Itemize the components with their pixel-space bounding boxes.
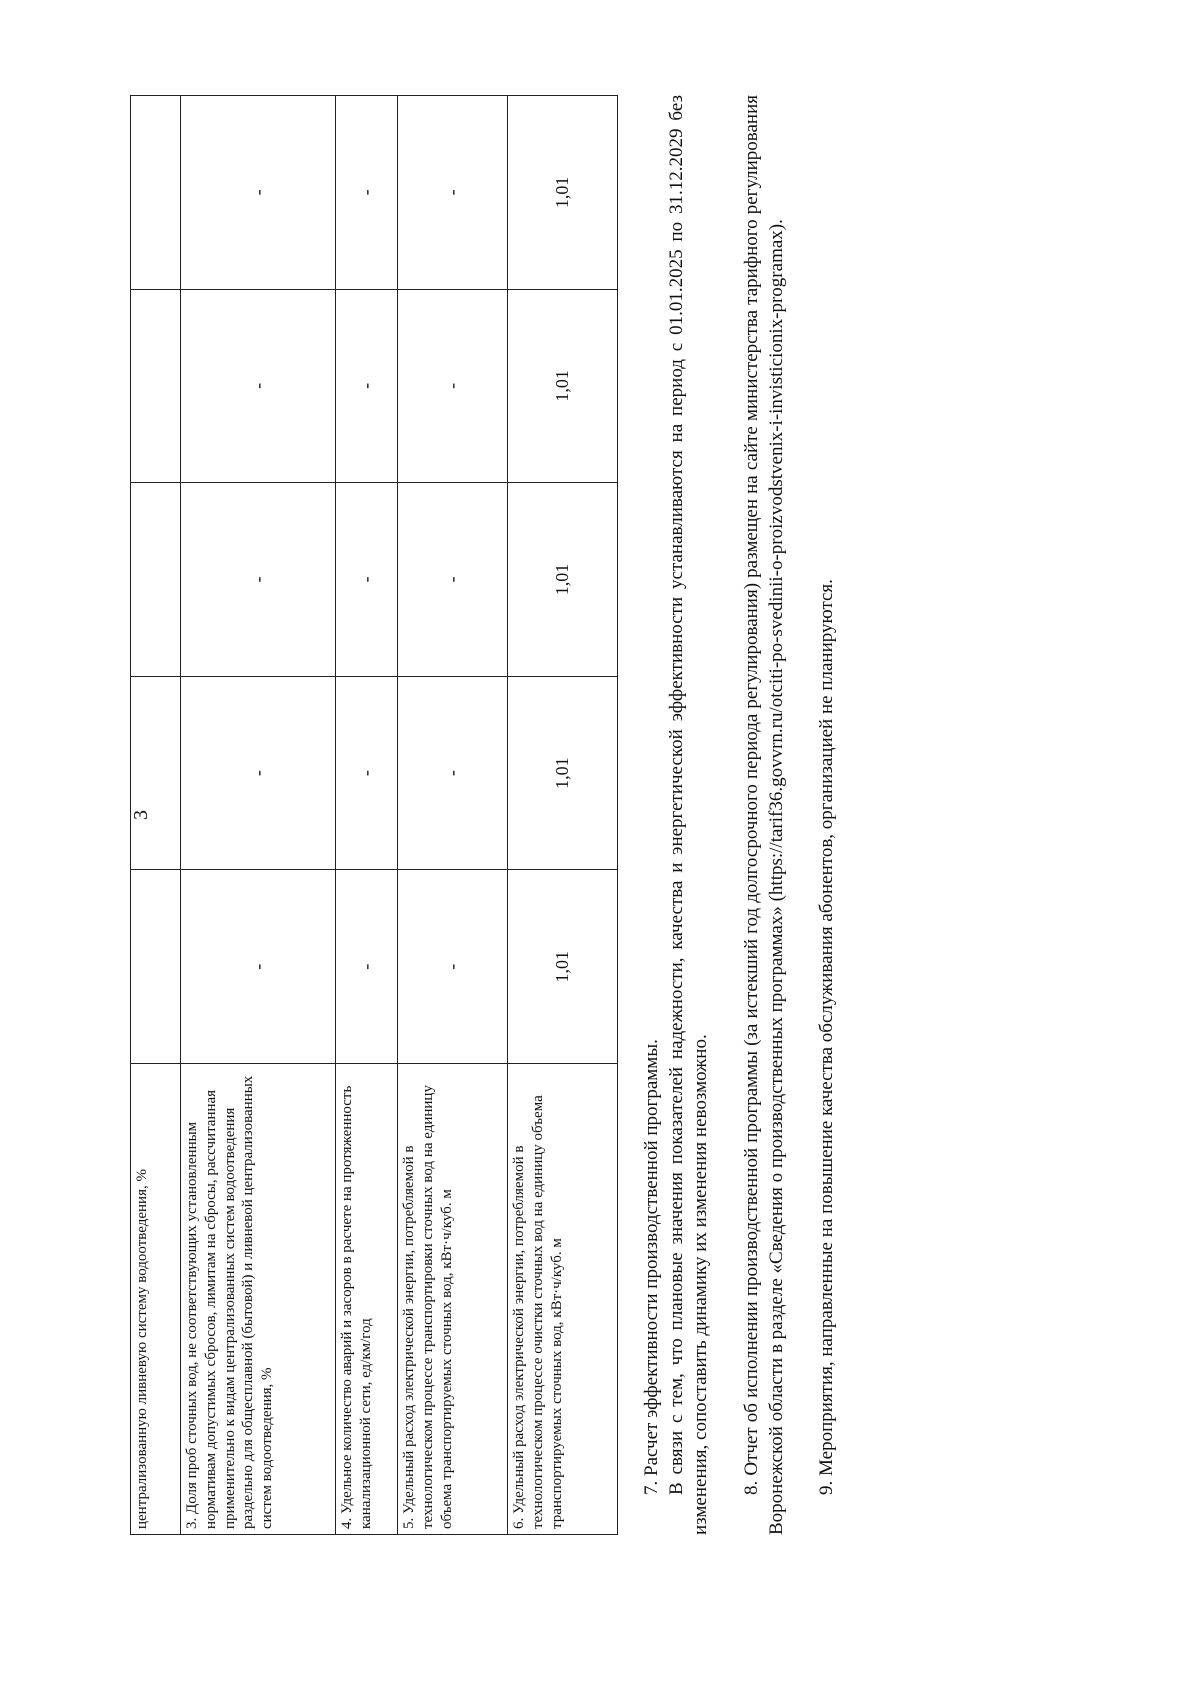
- value-cell: -: [336, 870, 398, 1064]
- value-cell: -: [398, 96, 508, 290]
- value-cell: -: [181, 483, 336, 677]
- document-body: [640, 95, 840, 1535]
- row-label: 4. Удельное количество аварий и засоров в расчете на протяженность канализационной сети, ед/км/год: [336, 1064, 398, 1535]
- value-cell: -: [398, 289, 508, 483]
- value-cell: -: [336, 676, 398, 870]
- row-label: 5. Удельный расход электрической энергии, потребляемой в технологическом процессе транспортировки сточных вод на единицу объема транспортируемых сточных вод, кВт·ч/куб. м: [398, 1064, 508, 1535]
- value-cell: -: [398, 676, 508, 870]
- value-cell: 1,01: [508, 870, 618, 1064]
- table-row: [398, 96, 508, 1535]
- value-cell: [131, 96, 181, 290]
- row-label: 6. Удельный расход электрической энергии, потребляемой в технологическом процессе очистки сточных вод на единицу объема транспортируемых сточных вод, кВт·ч/куб. м: [508, 1064, 618, 1535]
- value-cell: 1,01: [508, 289, 618, 483]
- value-cell: -: [181, 96, 336, 290]
- section-9-body: 9. Мероприятия, направленные на повышение качества обслуживания абонентов, организацией не планируются.: [816, 579, 838, 1495]
- value-cell: -: [181, 676, 336, 870]
- value-cell: [131, 483, 181, 677]
- row-label: 3. Доля проб сточных вод, не соответствующих установленным нормативам допустимых сбросов, лимитам на сбросы, рассчитанная применительно к видам централизованных систем водоотведения раздельно для общесплавной (бытовой) и ливневой централизованных систем водоотведения, %: [181, 1064, 336, 1535]
- section-7-body: В связи с тем, что плановые значения показателей надежности, качества и энергетической эффективности устанавливаются на период с 01.01.2025 по 31.12.2029 без изменения, сопоставить динамику их изменения невозможно.: [665, 95, 712, 1535]
- value-cell: 1,01: [508, 96, 618, 290]
- value-cell: -: [336, 289, 398, 483]
- value-cell: -: [181, 870, 336, 1064]
- value-cell: 1,01: [508, 676, 618, 870]
- value-cell: -: [398, 870, 508, 1064]
- indicators-table: [130, 95, 618, 1535]
- value-cell: -: [336, 96, 398, 290]
- value-cell: -: [398, 483, 508, 677]
- value-cell: 1,01: [508, 483, 618, 677]
- table-row: [508, 96, 618, 1535]
- section-7-heading: 7. Расчет эффективности производственной программы.: [641, 1039, 662, 1495]
- page-number: 3: [130, 810, 152, 820]
- value-cell: [131, 289, 181, 483]
- table-row: [181, 96, 336, 1535]
- table-row: [131, 96, 181, 1535]
- value-cell: [131, 870, 181, 1064]
- value-cell: -: [336, 483, 398, 677]
- value-cell: [131, 676, 181, 870]
- section-8-body: 8. Отчет об исполнении производственной программы (за истекший год долгосрочного периода регулирования) размещен на сайте министерства тарифного регулирования Воронежской области в разделе «Сведения о производственных программах» (https://tarif36.govvrn.ru/otciti-po-svedinii-o-proizvodstvenix-i-invisticionix-programax).: [741, 95, 787, 1535]
- table-row: [336, 96, 398, 1535]
- row-label: централизованную ливневую систему водоотведения, %: [131, 1064, 181, 1535]
- rotated-page-content: [130, 95, 1010, 1535]
- value-cell: -: [181, 289, 336, 483]
